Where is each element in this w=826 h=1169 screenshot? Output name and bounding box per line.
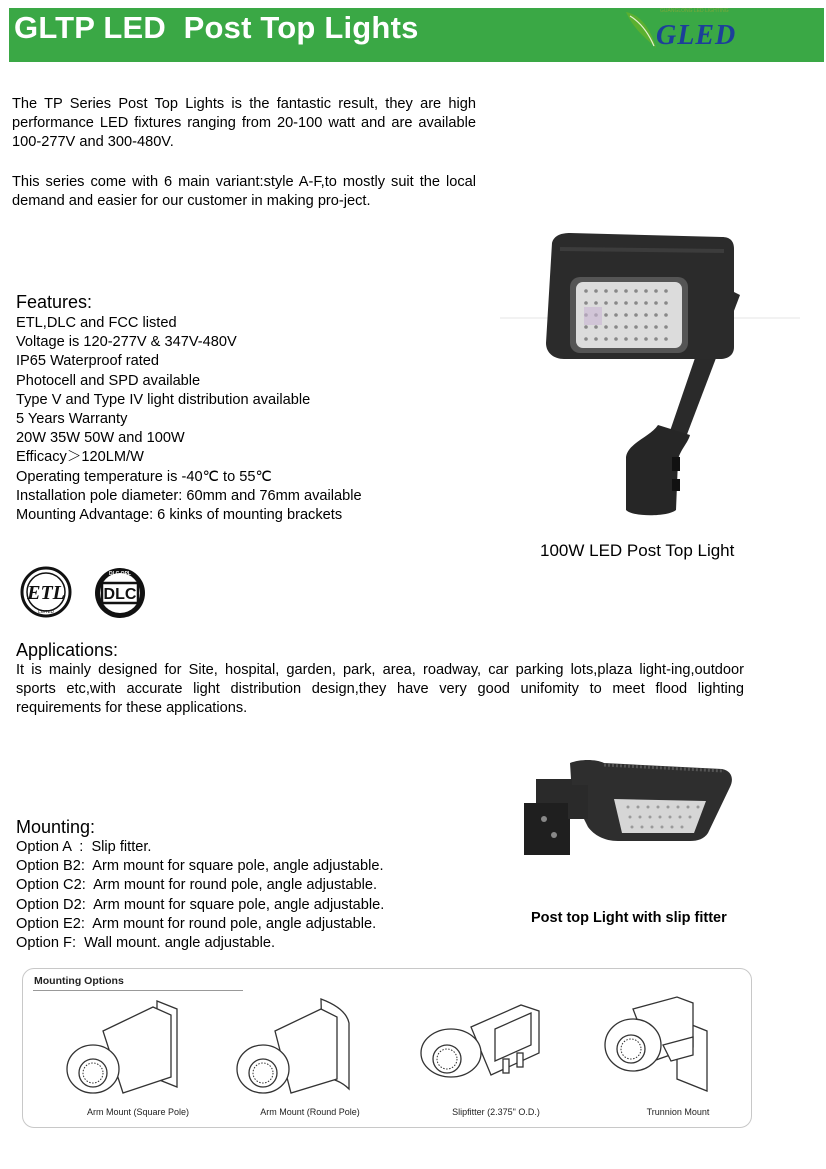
- page-title: GLTP LED Post Top Lights: [14, 10, 419, 45]
- etl-logo-text: ETL: [27, 582, 65, 604]
- logo-text: GLED: [656, 20, 737, 51]
- intro-paragraph-1: The TP Series Post Top Lights is the fantastic result, they are high performance LED fixtures ranging from 20-100 watt and are available 100-277V and 300-480V.: [12, 96, 476, 150]
- product-caption-1: 100W LED Post Top Light: [540, 541, 735, 560]
- mounting-option: Option F: Wall mount. angle adjustable.: [16, 935, 276, 952]
- mounting-heading: Mounting:: [16, 817, 96, 837]
- mounting-panel-title: Mounting Options: [34, 975, 124, 987]
- feature-item: Efficacy＞120LM/W: [16, 449, 144, 466]
- slip-fitter-light-image: [518, 755, 738, 860]
- intro-paragraph-2: This series come with 6 main variant:style A-F,to mostly suit the local demand and easier for our customer in making pro-ject.: [12, 174, 476, 209]
- etl-logo-small-text: LISTED: [38, 609, 54, 614]
- feature-item: 20W 35W 50W and 100W: [16, 430, 185, 447]
- mount-trunnion: [593, 989, 763, 1124]
- slipfitter-drawing: [411, 989, 581, 1104]
- mounting-option: Option A : Slip fitter.: [16, 839, 152, 855]
- feature-item: Photocell and SPD available: [16, 372, 201, 389]
- mounting-option: Option B2: Arm mount for square pole, angle adjustable.: [16, 858, 384, 875]
- feature-item: 5 Years Warranty: [16, 411, 128, 428]
- company-logo: [620, 4, 750, 54]
- dlc-logo-small-text: DLC QPL: [109, 571, 131, 577]
- trunnion-mount-drawing: [593, 989, 763, 1104]
- mount-label: Arm Mount (Round Pole): [260, 1107, 360, 1117]
- feature-item: Installation pole diameter: 60mm and 76mm available: [16, 487, 362, 504]
- mount-slipfitter: [411, 989, 581, 1124]
- feature-item: Operating temperature is -40℃ to 55℃: [16, 468, 272, 485]
- features-list: [16, 314, 362, 525]
- logo-tagline: GUANGLONG LED LIGHTING: [660, 8, 729, 14]
- dlc-listed-icon: [93, 566, 147, 620]
- mounting-option: Option E2: Arm mount for round pole, angle adjustable.: [16, 915, 377, 932]
- mounting-option: Option C2: Arm mount for round pole, angle adjustable.: [16, 877, 378, 894]
- applications-paragraph: It is mainly designed for Site, hospital, garden, park, area, roadway, car parking lots,plaza light-ing,outdoor sports etc,with accurate light distribution design,they have very good unifomity to meet flood lighting requirements for these applications.: [16, 662, 744, 716]
- features-heading: Features:: [16, 292, 93, 312]
- mounting-options-list: [16, 838, 384, 953]
- dlc-logo-text: DLC: [103, 586, 137, 603]
- etl-listed-icon: [20, 566, 72, 618]
- arm-mount-round-drawing: [225, 989, 395, 1104]
- mount-square-arm: [53, 989, 223, 1124]
- mount-label: Arm Mount (Square Pole): [86, 1107, 190, 1117]
- feature-item: IP65 Waterproof rated: [16, 353, 160, 370]
- feature-item: ETL,DLC and FCC listed: [16, 315, 177, 331]
- mount-label: Slipfitter (2.375" O.D.): [452, 1107, 540, 1117]
- mounting-option: Option D2: Arm mount for square pole, angle adjustable.: [16, 896, 385, 913]
- arm-mount-square-drawing: [53, 989, 223, 1104]
- product-caption-2: Post top Light with slip fitter: [531, 910, 727, 926]
- feature-item: Mounting Advantage: 6 kinks of mounting brackets: [16, 507, 343, 524]
- post-top-light-image: [500, 225, 800, 525]
- mount-round-arm: [225, 989, 395, 1124]
- feature-item: Type V and Type IV light distribution available: [16, 391, 311, 408]
- feature-item: Voltage is 120-277V & 347V-480V: [16, 334, 237, 351]
- mount-label: Trunnion Mount: [646, 1107, 710, 1117]
- applications-heading: Applications:: [16, 640, 119, 660]
- mounting-options-panel: [22, 968, 752, 1128]
